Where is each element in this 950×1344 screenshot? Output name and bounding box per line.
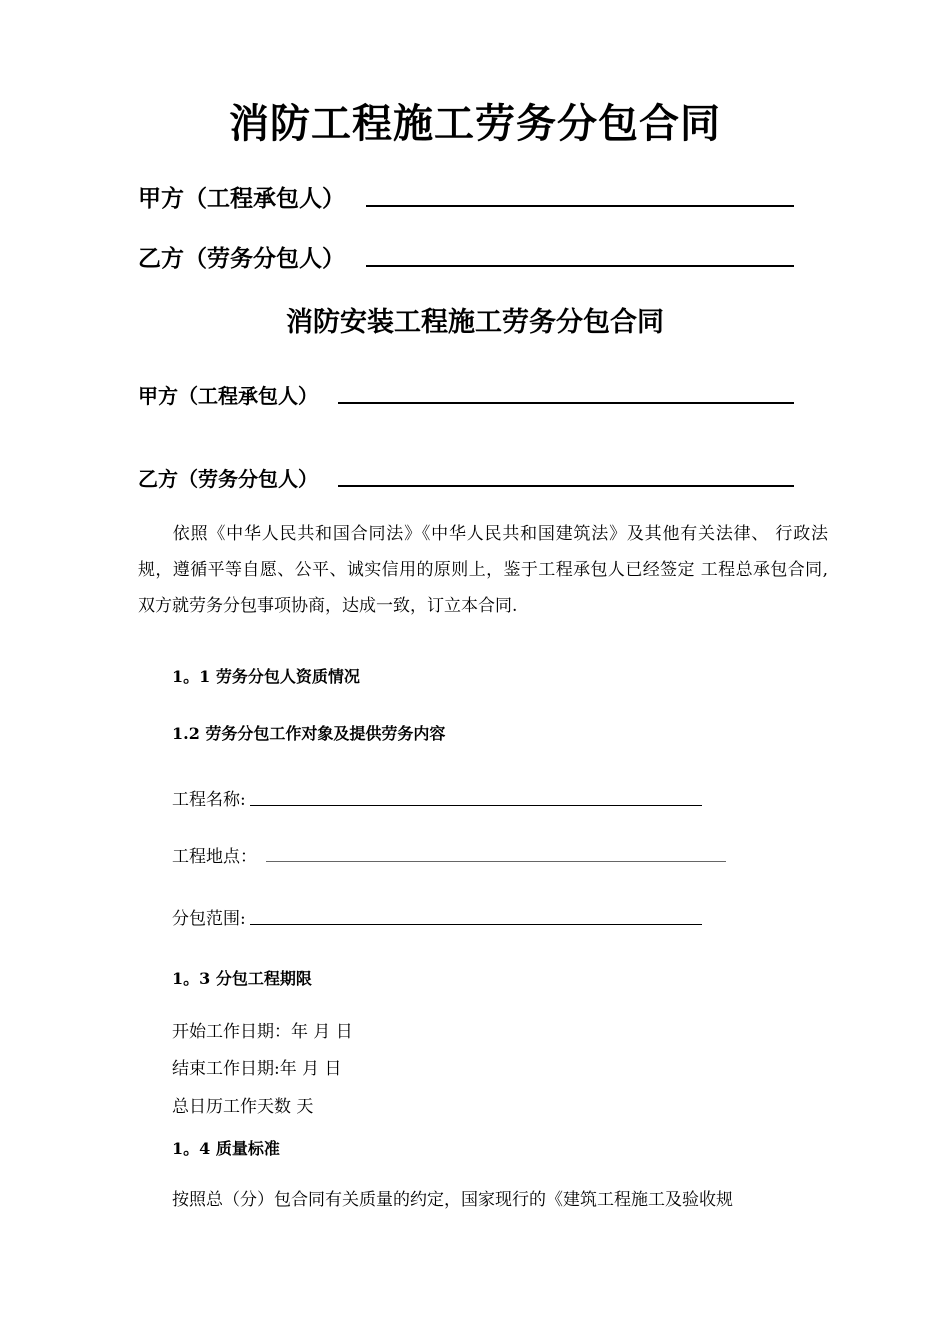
project-name-blank-line [250, 805, 702, 806]
party-b-label-2: 乙方（劳务分包人） [138, 467, 318, 491]
start-date-line: 开始工作日期：年 月 日 [172, 1022, 353, 1042]
section-1-2-heading: 1.2 劳务分包工作对象及提供劳务内容 [172, 724, 446, 743]
party-a-blank-line-2 [338, 402, 794, 404]
party-a-blank-line [366, 205, 794, 207]
total-days-line: 总日历工作天数 天 [172, 1097, 314, 1117]
section-1-3-heading: 1。3 分包工程期限 [172, 969, 312, 988]
section-1-4-heading: 1。4 质量标准 [172, 1139, 280, 1158]
project-location-blank-line [266, 861, 726, 862]
project-location-label: 工程地点： [172, 847, 257, 867]
subcontract-scope-label: 分包范围: [172, 909, 246, 929]
party-b-blank-line-2 [338, 485, 794, 487]
party-b-blank-line [366, 265, 794, 267]
document-subtitle: 消防安装工程施工劳务分包合同 [286, 307, 664, 338]
party-b-label: 乙方（劳务分包人） [138, 245, 345, 272]
intro-paragraph [138, 516, 828, 624]
project-name-label: 工程名称: [172, 790, 246, 810]
end-date-line: 结束工作日期:年 月 日 [172, 1059, 342, 1079]
party-a-label-2: 甲方（工程承包人） [138, 384, 318, 408]
party-a-label: 甲方（工程承包人） [138, 185, 345, 212]
quality-paragraph: 按照总（分）包合同有关质量的约定，国家现行的《建筑工程施工及验收规 [172, 1190, 733, 1210]
subcontract-scope-blank-line [250, 924, 702, 925]
section-1-1-heading: 1。1 劳务分包人资质情况 [172, 667, 360, 686]
intro-paragraph-text: 依照《中华人民共和国合同法》《中华人民共和国建筑法》及其他有关法律、 行政法规，遵循平等自愿、公平、诚实信用的原则上，鉴于工程承包人已经签定 工程总承包合同,双方就劳务分包事项协商，达成一致，订立本合同. [138, 524, 828, 616]
document-title: 消防工程施工劳务分包合同 [229, 100, 721, 147]
